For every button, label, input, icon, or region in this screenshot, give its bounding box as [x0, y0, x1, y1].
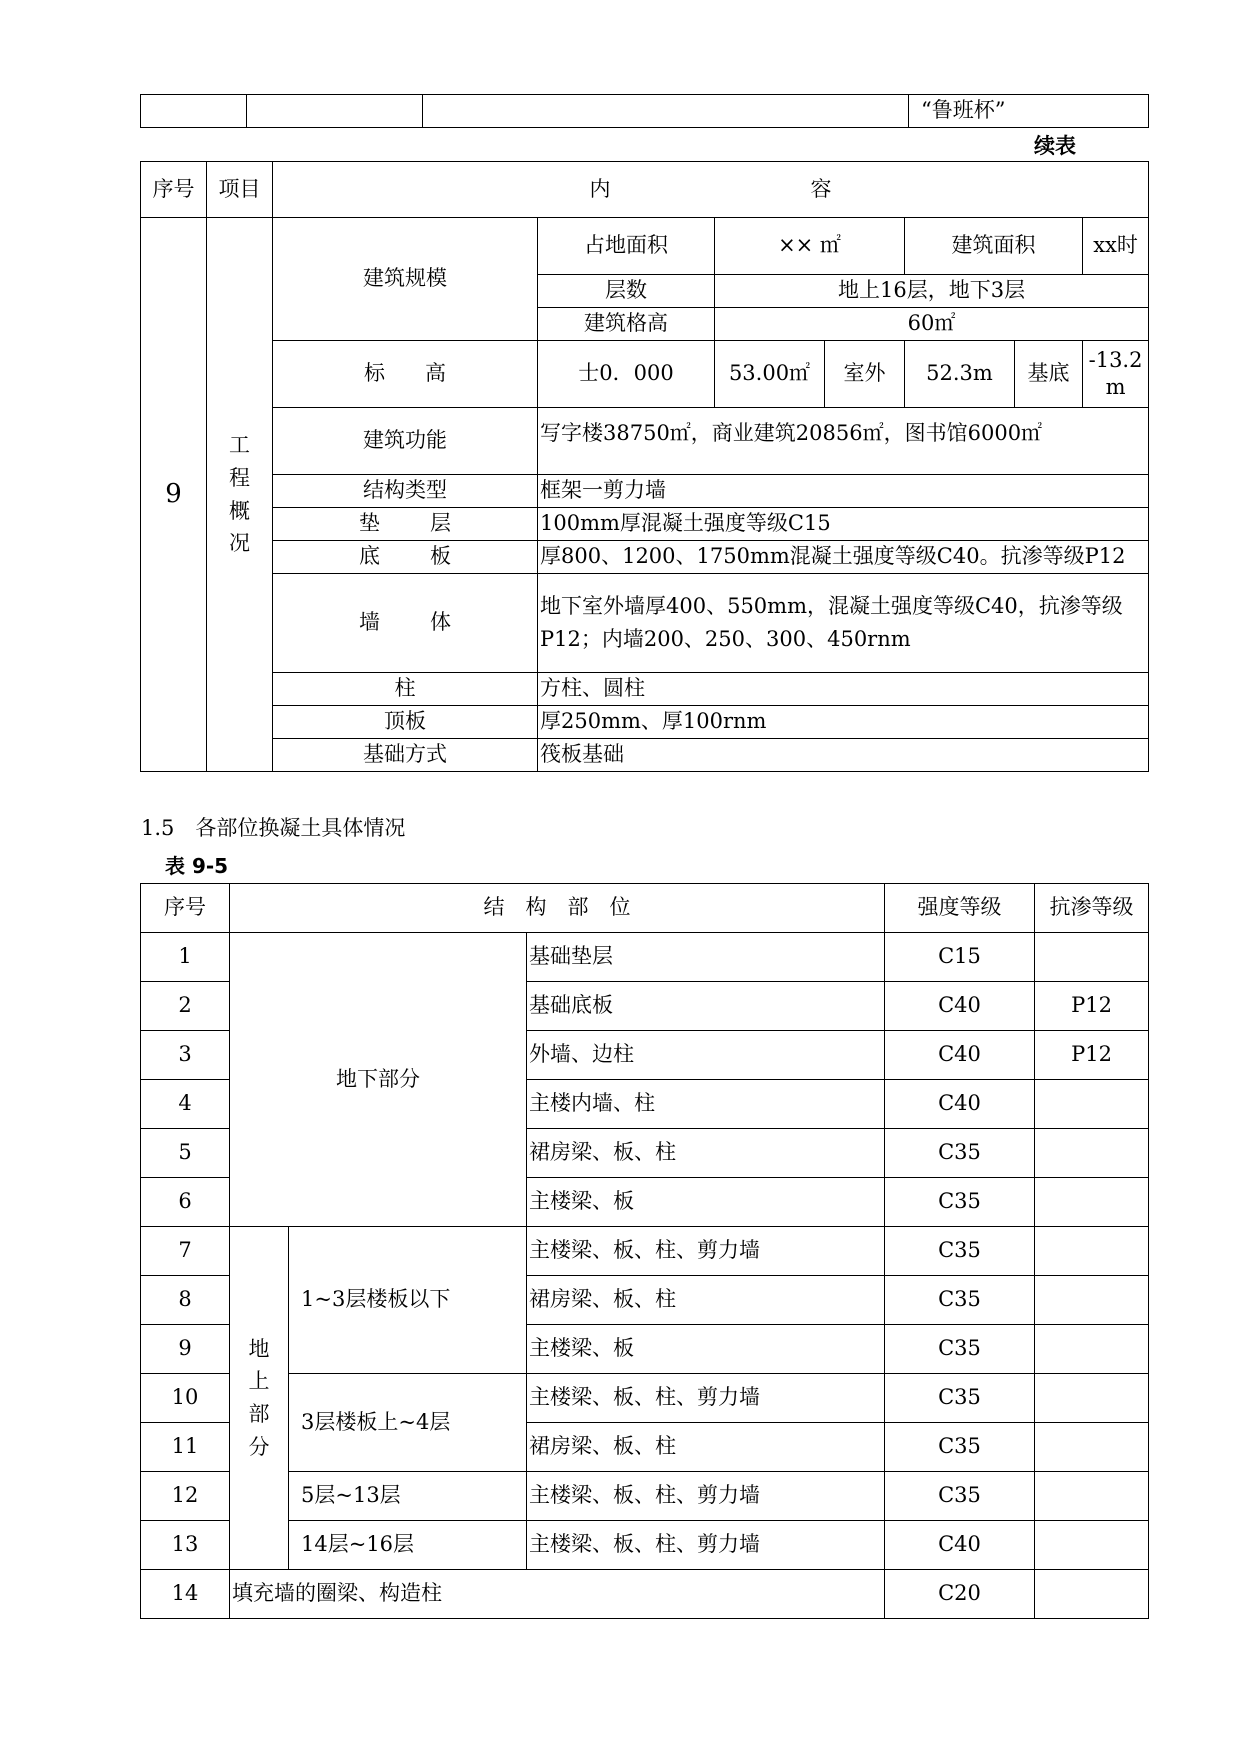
wall-label: 墙 体 — [273, 574, 538, 673]
row-part: 填充墙的圈梁、构造柱 — [230, 1570, 885, 1619]
header-seq: 序号 — [141, 162, 207, 218]
row-strength: C35 — [885, 1325, 1035, 1374]
height-label: 建筑格高 — [538, 308, 715, 341]
elevation-zero: 士0．000 — [538, 341, 715, 408]
row-impermeability — [1035, 1374, 1149, 1423]
table-row — [141, 1521, 1149, 1570]
roof-slab-value: 厚250mm、厚100rnm — [538, 706, 1149, 739]
row-strength: C35 — [885, 1178, 1035, 1227]
row-strength: C35 — [885, 1276, 1035, 1325]
outdoor-value: 52.3m — [905, 341, 1015, 408]
table-cell — [247, 95, 423, 128]
row-seq: 13 — [141, 1521, 230, 1570]
row-seq: 3 — [141, 1031, 230, 1080]
structure-label: 结构类型 — [273, 475, 538, 508]
land-area-value: ×× ㎡ — [715, 218, 905, 275]
row-strength: C40 — [885, 1031, 1035, 1080]
wall-value: 地下室外墙厚400、550mm，混凝土强度等级C40，抗渗等级 P12；内墙200、250、300、450rnm — [538, 574, 1149, 673]
row-seq: 1 — [141, 933, 230, 982]
section-heading: 1.5 各部位换凝土具体情况 — [141, 816, 406, 840]
row-part: 主楼梁、板、柱、剪力墙 — [527, 1374, 885, 1423]
row-part: 主楼梁、板、柱、剪力墙 — [527, 1472, 885, 1521]
row-impermeability — [1035, 1325, 1149, 1374]
table-row — [141, 574, 1149, 673]
table-row — [141, 408, 1149, 475]
previous-table-strip — [140, 94, 1149, 128]
row-part: 主楼梁、板、柱、剪力墙 — [527, 1521, 885, 1570]
table-label: 表 9-5 — [165, 854, 229, 878]
row-strength: C40 — [885, 1080, 1035, 1129]
row-impermeability — [1035, 1423, 1149, 1472]
floor-group-14-16: 14层~16层 — [289, 1521, 527, 1570]
row-part: 主楼梁、板 — [527, 1325, 885, 1374]
cushion-value: 100mm厚混凝土强度等级C15 — [538, 508, 1149, 541]
row-strength: C20 — [885, 1570, 1035, 1619]
row-strength: C15 — [885, 933, 1035, 982]
row-impermeability — [1035, 1227, 1149, 1276]
seq-cell: 9 — [141, 218, 207, 772]
table-row — [141, 508, 1149, 541]
table-cell — [423, 95, 909, 128]
floor-group-1-3: 1~3层楼板以下 — [289, 1227, 527, 1374]
base-label: 基底 — [1015, 341, 1083, 408]
row-part: 裙房梁、板、柱 — [527, 1129, 885, 1178]
row-seq: 14 — [141, 1570, 230, 1619]
table-row — [141, 218, 1149, 275]
row-part: 主楼梁、板 — [527, 1178, 885, 1227]
table-row — [141, 1472, 1149, 1521]
header-item: 项目 — [207, 162, 273, 218]
foundation-label: 基础方式 — [273, 739, 538, 772]
row-part: 主楼内墙、柱 — [527, 1080, 885, 1129]
award-cell: “鲁班杯” — [909, 95, 1149, 128]
row-seq: 11 — [141, 1423, 230, 1472]
row-strength: C35 — [885, 1423, 1035, 1472]
elevation-label: 标 高 — [273, 341, 538, 408]
cushion-label: 垫 层 — [273, 508, 538, 541]
scale-label: 建筑规模 — [273, 218, 538, 341]
row-strength: C35 — [885, 1129, 1035, 1178]
floor-area-value: xx时 — [1083, 218, 1149, 275]
outdoor-label: 室外 — [825, 341, 905, 408]
row-seq: 4 — [141, 1080, 230, 1129]
table-row — [141, 706, 1149, 739]
table-row — [141, 541, 1149, 574]
row-part: 裙房梁、板、柱 — [527, 1423, 885, 1472]
row-seq: 9 — [141, 1325, 230, 1374]
header-content: 内 容 — [273, 162, 1149, 218]
row-seq: 2 — [141, 982, 230, 1031]
row-strength: C35 — [885, 1472, 1035, 1521]
row-impermeability — [1035, 1570, 1149, 1619]
row-strength: C35 — [885, 1227, 1035, 1276]
continued-label: 续表 — [1034, 134, 1076, 158]
structure-value: 框架一剪力墙 — [538, 475, 1149, 508]
table-row — [141, 739, 1149, 772]
table-header-row — [141, 162, 1149, 218]
row-part: 基础底板 — [527, 982, 885, 1031]
land-area-label: 占地面积 — [538, 218, 715, 275]
bottom-slab-value: 厚800、1200、1750mm混凝土强度等级C40。抗渗等级P12 — [538, 541, 1149, 574]
row-seq: 6 — [141, 1178, 230, 1227]
row-part: 裙房梁、板、柱 — [527, 1276, 885, 1325]
table-row — [141, 1374, 1149, 1423]
floor-area-label: 建筑面积 — [905, 218, 1083, 275]
table-row — [141, 933, 1149, 982]
header-seq: 序号 — [141, 884, 230, 933]
concrete-grade-table — [140, 883, 1149, 1619]
table-row — [141, 673, 1149, 706]
row-seq: 8 — [141, 1276, 230, 1325]
table-row — [141, 1227, 1149, 1276]
table-header-row — [141, 884, 1149, 933]
row-part: 主楼梁、板、柱、剪力墙 — [527, 1227, 885, 1276]
row-impermeability: P12 — [1035, 1031, 1149, 1080]
table-row — [141, 475, 1149, 508]
row-strength: C40 — [885, 982, 1035, 1031]
row-strength: C40 — [885, 1521, 1035, 1570]
table-row — [141, 341, 1149, 408]
row-impermeability — [1035, 1129, 1149, 1178]
roof-slab-label: 顶板 — [273, 706, 538, 739]
row-part: 基础垫层 — [527, 933, 885, 982]
row-strength: C35 — [885, 1374, 1035, 1423]
base-value: -13.2 m — [1083, 341, 1149, 408]
column-label: 柱 — [273, 673, 538, 706]
function-value: 写字楼38750㎡，商业建筑20856㎡，图书馆6000㎡ — [538, 408, 1149, 475]
row-impermeability — [1035, 1276, 1149, 1325]
floors-label: 层数 — [538, 275, 715, 308]
row-impermeability — [1035, 1080, 1149, 1129]
floor-group-5-13: 5层~13层 — [289, 1472, 527, 1521]
row-seq: 10 — [141, 1374, 230, 1423]
height-value: 60㎡ — [715, 308, 1149, 341]
table-row — [141, 95, 1149, 128]
elevation-zero-value: 53.00㎡ — [715, 341, 825, 408]
floor-group-3-4: 3层楼板上~4层 — [289, 1374, 527, 1472]
foundation-value: 筏板基础 — [538, 739, 1149, 772]
header-part: 结 构 部 位 — [230, 884, 885, 933]
bottom-slab-label: 底 板 — [273, 541, 538, 574]
row-impermeability — [1035, 933, 1149, 982]
table-cell — [141, 95, 247, 128]
row-impermeability: P12 — [1035, 982, 1149, 1031]
row-seq: 5 — [141, 1129, 230, 1178]
underground-group: 地下部分 — [230, 933, 527, 1227]
project-overview-table — [140, 161, 1149, 772]
table-row — [141, 1570, 1149, 1619]
row-part: 外墙、边柱 — [527, 1031, 885, 1080]
row-seq: 12 — [141, 1472, 230, 1521]
column-value: 方柱、圆柱 — [538, 673, 1149, 706]
row-impermeability — [1035, 1178, 1149, 1227]
row-seq: 7 — [141, 1227, 230, 1276]
function-label: 建筑功能 — [273, 408, 538, 475]
floors-value: 地上16层，地下3层 — [715, 275, 1149, 308]
aboveground-group: 地 上 部 分 — [230, 1227, 289, 1570]
item-cell: 工 程 概 况 — [207, 218, 273, 772]
header-impermeability: 抗渗等级 — [1035, 884, 1149, 933]
row-impermeability — [1035, 1472, 1149, 1521]
header-strength: 强度等级 — [885, 884, 1035, 933]
row-impermeability — [1035, 1521, 1149, 1570]
